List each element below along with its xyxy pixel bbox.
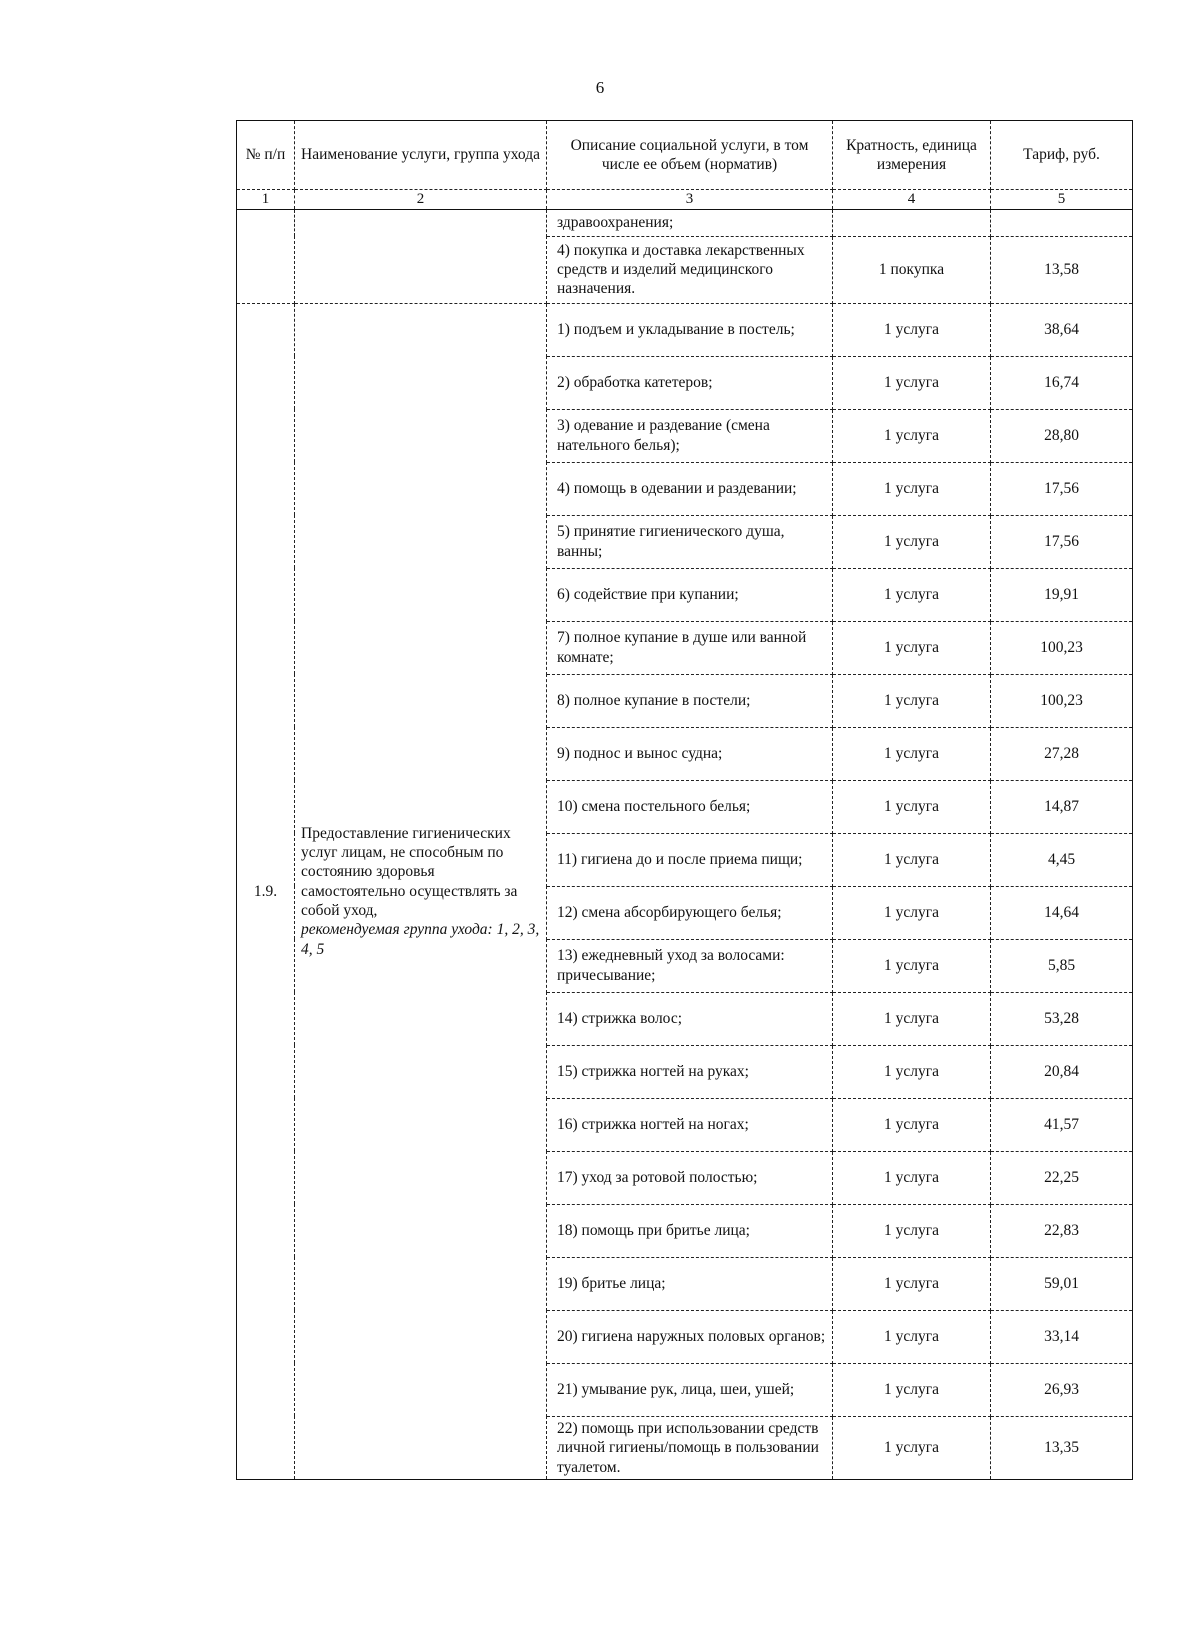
- cell-tariff: 14,87: [991, 780, 1133, 833]
- cell-description: 10) смена постельного белья;: [547, 780, 833, 833]
- cell-frequency: 1 услуга: [833, 356, 991, 409]
- cell-tariff: 59,01: [991, 1257, 1133, 1310]
- cell-tariff: 4,45: [991, 833, 1133, 886]
- header-num: № п/п: [237, 121, 295, 190]
- cell-description: 13) ежедневный уход за волосами: причесывание;: [547, 939, 833, 992]
- cell-tariff: 17,56: [991, 462, 1133, 515]
- cell-frequency: 1 услуга: [833, 674, 991, 727]
- cell-frequency: 1 услуга: [833, 1257, 991, 1310]
- cell-description: 16) стрижка ногтей на ногах;: [547, 1098, 833, 1151]
- cell-description: 3) одевание и раздевание (смена нательного белья);: [547, 409, 833, 462]
- cell-description: 9) поднос и вынос судна;: [547, 727, 833, 780]
- cell-tariff: 26,93: [991, 1363, 1133, 1416]
- cell-tariff: 27,28: [991, 727, 1133, 780]
- header-row: [237, 121, 1133, 190]
- cell-tariff: 53,28: [991, 992, 1133, 1045]
- cell-frequency: 1 услуга: [833, 727, 991, 780]
- cell-frequency: 1 услуга: [833, 1151, 991, 1204]
- cell-tariff: 33,14: [991, 1310, 1133, 1363]
- cell-frequency: 1 услуга: [833, 833, 991, 886]
- cell-tariff: 16,74: [991, 356, 1133, 409]
- cell-frequency: 1 услуга: [833, 568, 991, 621]
- cell-tariff: 5,85: [991, 939, 1133, 992]
- cell-frequency: 1 услуга: [833, 1310, 991, 1363]
- cell-description: 15) стрижка ногтей на руках;: [547, 1045, 833, 1098]
- cell-frequency: 1 услуга: [833, 780, 991, 833]
- cell-description: 8) полное купание в постели;: [547, 674, 833, 727]
- group-name: Предоставление гигиенических услуг лицам, не способным по состоянию здоровья самостоятельно осуществлять за собой уход,: [301, 824, 518, 919]
- cell-tariff: 22,25: [991, 1151, 1133, 1204]
- cell-frequency: 1 услуга: [833, 1045, 991, 1098]
- cell-tariff: 13,58: [991, 236, 1133, 303]
- cell-description: 1) подъем и укладывание в постель;: [547, 303, 833, 356]
- column-number: 4: [833, 190, 991, 210]
- cell-tariff: 100,23: [991, 621, 1133, 674]
- header-description: Описание социальной услуги, в том числе ее объем (норматив): [547, 121, 833, 190]
- header-tariff: Тариф, руб.: [991, 121, 1133, 190]
- cell-frequency: 1 услуга: [833, 303, 991, 356]
- column-number: 3: [547, 190, 833, 210]
- cell-description: 11) гигиена до и после приема пищи;: [547, 833, 833, 886]
- cell-frequency: 1 услуга: [833, 886, 991, 939]
- page-number: 6: [595, 78, 605, 97]
- group-number: 1.9.: [237, 303, 295, 1479]
- cell-tariff: 20,84: [991, 1045, 1133, 1098]
- cell-frequency: 1 услуга: [833, 462, 991, 515]
- cell-tariff: 19,91: [991, 568, 1133, 621]
- cell-frequency: 1 услуга: [833, 1204, 991, 1257]
- cell-description: 4) помощь в одевании и раздевании;: [547, 462, 833, 515]
- cell-tariff: 38,64: [991, 303, 1133, 356]
- header-frequency: Кратность, единица измерения: [833, 121, 991, 190]
- cell-description: 17) уход за ротовой полостью;: [547, 1151, 833, 1204]
- cell-tariff: 14,64: [991, 886, 1133, 939]
- column-number: 2: [295, 190, 547, 210]
- cell-description: 2) обработка катетеров;: [547, 356, 833, 409]
- cell-num-empty: [237, 209, 295, 303]
- cell-frequency: 1 услуга: [833, 1363, 991, 1416]
- cell-tariff: 13,35: [991, 1416, 1133, 1479]
- cell-description: 7) полное купание в душе или ванной комнате;: [547, 621, 833, 674]
- cell-description: здравоохранения;: [547, 209, 833, 236]
- cell-frequency: 1 покупка: [833, 236, 991, 303]
- cell-frequency: 1 услуга: [833, 1098, 991, 1151]
- cell-frequency: 1 услуга: [833, 992, 991, 1045]
- cell-name-empty: [295, 209, 547, 303]
- cell-frequency: 1 услуга: [833, 939, 991, 992]
- cell-tariff: 17,56: [991, 515, 1133, 568]
- table-row: [237, 209, 1133, 236]
- cell-frequency: [833, 209, 991, 236]
- cell-frequency: 1 услуга: [833, 409, 991, 462]
- cell-description: 5) принятие гигиенического душа, ванны;: [547, 515, 833, 568]
- cell-description: 14) стрижка волос;: [547, 992, 833, 1045]
- group-name-cell: [295, 303, 547, 1479]
- care-group: рекомендуемая группа ухода: 1, 2, 3, 4, 5: [301, 921, 540, 958]
- cell-tariff: 100,23: [991, 674, 1133, 727]
- header-name: Наименование услуги, группа ухода: [295, 121, 547, 190]
- cell-description: 18) помощь при бритье лица;: [547, 1204, 833, 1257]
- cell-frequency: 1 услуга: [833, 1416, 991, 1479]
- column-number: 1: [237, 190, 295, 210]
- cell-frequency: 1 услуга: [833, 515, 991, 568]
- cell-description: 20) гигиена наружных половых органов;: [547, 1310, 833, 1363]
- column-number: 5: [991, 190, 1133, 210]
- cell-tariff: 41,57: [991, 1098, 1133, 1151]
- cell-description: 4) покупка и доставка лекарственных средств и изделий медицинского назначения.: [547, 236, 833, 303]
- table-row: [237, 303, 1133, 356]
- cell-description: 21) умывание рук, лица, шеи, ушей;: [547, 1363, 833, 1416]
- table-body: [237, 209, 1133, 1479]
- column-numbers-row: [237, 190, 1133, 210]
- cell-description: 6) содействие при купании;: [547, 568, 833, 621]
- cell-tariff: [991, 209, 1133, 236]
- cell-tariff: 28,80: [991, 409, 1133, 462]
- tariff-table: [236, 120, 1133, 1480]
- cell-description: 22) помощь при использовании средств личной гигиены/помощь в пользовании туалетом.: [547, 1416, 833, 1479]
- cell-tariff: 22,83: [991, 1204, 1133, 1257]
- cell-description: 12) смена абсорбирующего белья;: [547, 886, 833, 939]
- cell-frequency: 1 услуга: [833, 621, 991, 674]
- cell-description: 19) бритье лица;: [547, 1257, 833, 1310]
